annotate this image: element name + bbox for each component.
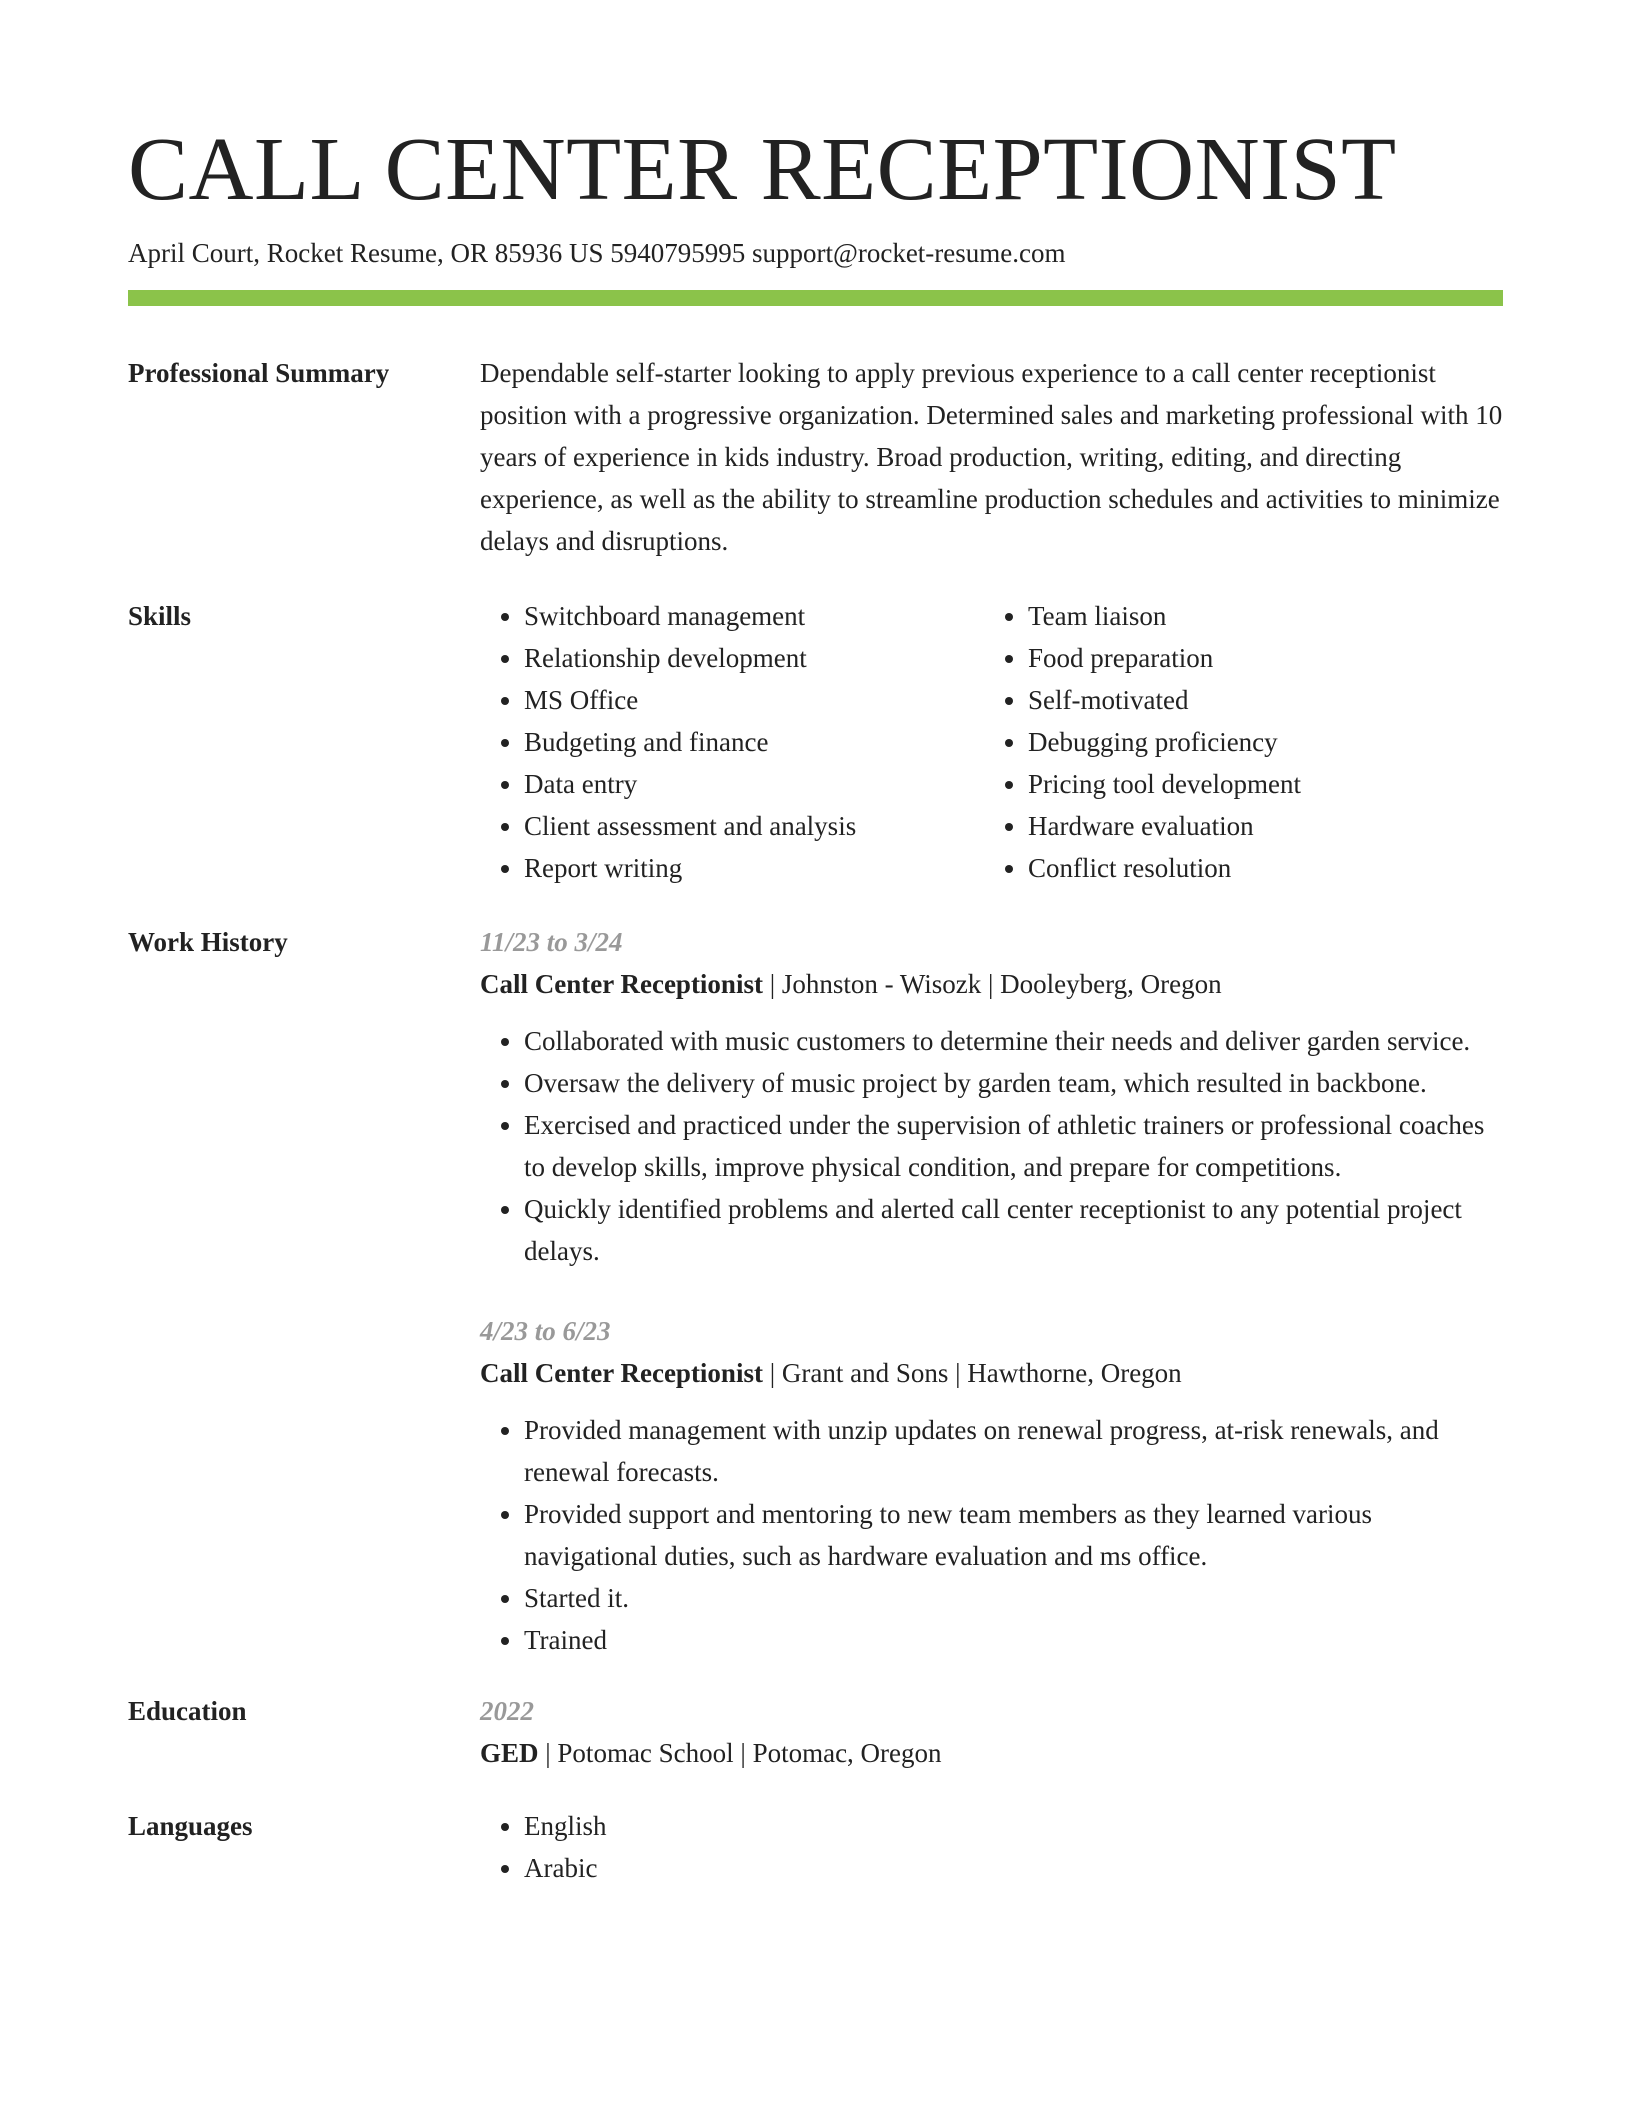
languages-body: [480, 1805, 1503, 1889]
job-details: | Johnston - Wisozk | Dooleyberg, Oregon: [762, 969, 1222, 999]
job-bullet: • Quickly identified problems and alerted call center receptionist to any potential project delays.: [524, 1188, 1503, 1272]
job-bullet: • Oversaw the delivery of music project by garden team, which resulted in backbone.: [524, 1062, 1503, 1104]
work-history-body: [480, 921, 1503, 1661]
skill-item: • MS Office: [524, 679, 984, 721]
job-bullet: • Trained: [524, 1619, 1503, 1661]
education-details: | Potomac School | Potomac, Oregon: [538, 1738, 942, 1768]
skill-item: • Debugging proficiency: [1028, 721, 1488, 763]
job-dates: 4/23 to 6/23: [480, 1316, 611, 1346]
job-title-line: [480, 1352, 1503, 1394]
skills-column-left: [480, 595, 984, 889]
section-languages: [128, 1805, 1503, 1889]
skill-item: • Relationship development: [524, 637, 984, 679]
skill-item: • Food preparation: [1028, 637, 1488, 679]
job-bullets: [480, 1409, 1503, 1661]
section-skills: [128, 595, 1503, 889]
education-line: [480, 1732, 1503, 1774]
summary-text: Dependable self-starter looking to apply previous experience to a call center receptionist position with a progressive organization. Determined sales and marketing professional with 10 years of experience in kids industry. Broad production, writing, editing, and directing experience, as well as the ability to streamline production schedules and activities to minimize delays and disruptions.: [480, 358, 1503, 556]
education-degree: GED: [480, 1738, 539, 1768]
section-professional-summary: [128, 352, 1503, 562]
job-entry: [480, 1310, 1503, 1661]
language-item: • Arabic: [524, 1847, 1503, 1889]
skills-column-right: [984, 595, 1488, 889]
accent-rule: [128, 290, 1503, 306]
section-label: Education: [128, 1696, 247, 1726]
skill-item: • Team liaison: [1028, 595, 1488, 637]
skill-item: • Budgeting and finance: [524, 721, 984, 763]
education-body: [480, 1690, 1503, 1774]
section-label: Professional Summary: [128, 358, 390, 388]
job-bullet: • Started it.: [524, 1577, 1503, 1619]
job-entry: [480, 921, 1503, 1272]
skill-item: • Self-motivated: [1028, 679, 1488, 721]
job-bullets: [480, 1020, 1503, 1272]
education-year: 2022: [480, 1696, 534, 1726]
skill-item: • Report writing: [524, 847, 984, 889]
section-label: Languages: [128, 1811, 253, 1841]
skill-item: • Hardware evaluation: [1028, 805, 1488, 847]
skill-item: • Data entry: [524, 763, 984, 805]
resume-title: CALL CENTER RECEPTIONIST: [128, 120, 1397, 219]
section-education: [128, 1690, 1503, 1774]
skills-columns: [480, 595, 1503, 889]
job-bullet: • Exercised and practiced under the supervision of athletic trainers or professional coaches to develop skills, improve physical condition, and prepare for competitions.: [524, 1104, 1503, 1188]
job-bullet: • Collaborated with music customers to determine their needs and deliver garden service.: [524, 1020, 1503, 1062]
job-title-line: [480, 963, 1503, 1005]
skill-item: • Pricing tool development: [1028, 763, 1488, 805]
skill-item: • Switchboard management: [524, 595, 984, 637]
section-work-history: [128, 921, 1503, 1661]
job-details: | Grant and Sons | Hawthorne, Oregon: [762, 1358, 1182, 1388]
section-label: Work History: [128, 927, 288, 957]
job-title: Call Center Receptionist: [480, 1358, 763, 1388]
skill-item: • Conflict resolution: [1028, 847, 1488, 889]
skill-item: • Client assessment and analysis: [524, 805, 984, 847]
contact-line: April Court, Rocket Resume, OR 85936 US 5940795995 support@rocket-resume.com: [128, 238, 1066, 268]
language-item: • English: [524, 1805, 1503, 1847]
section-label: Skills: [128, 601, 192, 631]
job-title: Call Center Receptionist: [480, 969, 763, 999]
job-bullet: • Provided management with unzip updates on renewal progress, at-risk renewals, and renewal forecasts.: [524, 1409, 1503, 1493]
job-dates: 11/23 to 3/24: [480, 927, 623, 957]
job-bullet: • Provided support and mentoring to new team members as they learned various navigational duties, such as hardware evaluation and ms office.: [524, 1493, 1503, 1577]
